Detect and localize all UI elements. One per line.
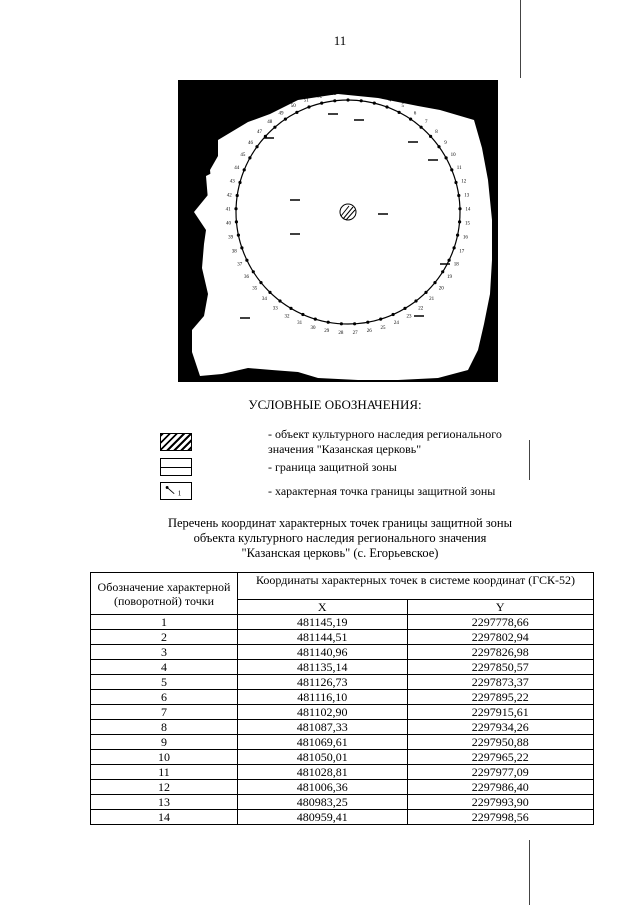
boundary-point-label: 9 (444, 141, 447, 146)
table-row (91, 750, 594, 765)
boundary-point (289, 307, 292, 310)
boundary-point-label: 31 (297, 320, 303, 326)
boundary-point (259, 281, 262, 284)
page-number: 11 (333, 33, 347, 48)
coordinates-table (90, 572, 594, 825)
cell-point: 8 (91, 720, 238, 735)
boundary-point (238, 181, 241, 184)
table-row (91, 795, 594, 810)
cell-y: 2297977,09 (407, 765, 594, 780)
table-row (91, 660, 594, 675)
hatched-square-icon (160, 433, 192, 451)
cell-y: 2297993,90 (407, 795, 594, 810)
boundary-point-label: 2 (360, 91, 364, 97)
boundary-point-label: 8 (435, 130, 438, 135)
boundary-point-label: 27 (352, 330, 358, 336)
boundary-point-label: 3 (374, 94, 378, 100)
cell-point: 1 (91, 615, 238, 630)
header-x: X (238, 600, 408, 615)
boundary-point (353, 322, 356, 325)
boundary-point (327, 321, 330, 324)
boundary-point (379, 318, 382, 321)
cell-y: 2297986,40 (407, 780, 594, 795)
boundary-point-label: 46 (248, 141, 253, 146)
boundary-point-label: 52 (317, 94, 323, 100)
boundary-point (424, 291, 427, 294)
cell-point: 14 (91, 810, 238, 825)
cell-y: 2297950,88 (407, 735, 594, 750)
legend-text-point: - характерная точка границы защитной зоны (268, 484, 496, 498)
cell-y: 2297778,66 (407, 615, 594, 630)
boundary-point-label: 34 (261, 297, 267, 303)
boundary-point (237, 234, 240, 237)
boundary-point (456, 234, 459, 237)
boundary-point-label: 43 (229, 179, 235, 185)
boundary-point-icon-label: 1 (177, 489, 182, 498)
cell-y: 2297802,94 (407, 630, 594, 645)
protection-zone-map (178, 80, 498, 382)
header-y: Y (407, 600, 594, 615)
cell-x: 481140,96 (238, 645, 408, 660)
table-row (91, 720, 594, 735)
boundary-point-label: 1 (346, 91, 350, 96)
boundary-point-label: 50 (290, 104, 296, 110)
boundary-point-label: 18 (453, 262, 459, 268)
boundary-point-label: 16 (462, 235, 468, 241)
cell-x: 481135,14 (238, 660, 408, 675)
scan-margin-line (529, 440, 530, 480)
boundary-point-label: 49 (278, 111, 284, 117)
boundary-point-label: 36 (244, 275, 249, 281)
boundary-point-label: 20 (438, 286, 444, 292)
boundary-point (385, 105, 388, 108)
cell-x: 480959,41 (238, 810, 408, 825)
boundary-point (373, 102, 376, 105)
cell-point: 5 (91, 675, 238, 690)
scan-margin-line (520, 0, 521, 78)
cell-x: 481006,36 (238, 780, 408, 795)
cell-y: 2297934,26 (407, 720, 594, 735)
map-light-area (192, 91, 492, 380)
boundary-point-label: 40 (226, 221, 231, 227)
cell-y: 2297895,22 (407, 690, 594, 705)
boundary-point (307, 105, 310, 108)
boundary-point-label: 7 (425, 120, 428, 126)
boundary-point (278, 299, 281, 302)
boundary-point (243, 168, 246, 171)
cell-point: 3 (91, 645, 238, 660)
cell-y: 2297826,98 (407, 645, 594, 660)
boundary-point (268, 291, 271, 294)
boundary-line-icon (160, 458, 192, 476)
boundary-point (454, 181, 457, 184)
cell-x: 481116,10 (238, 690, 408, 705)
boundary-point-label: 48 (267, 120, 273, 126)
boundary-point-label: 33 (272, 306, 278, 312)
cell-point: 11 (91, 765, 238, 780)
cell-x: 481144,51 (238, 630, 408, 645)
boundary-point (234, 207, 237, 210)
table-row (91, 780, 594, 795)
boundary-point (295, 111, 298, 114)
boundary-point (235, 220, 238, 223)
boundary-point-label: 4 (388, 98, 392, 104)
boundary-point (333, 99, 336, 102)
boundary-point-label: 26 (366, 329, 372, 335)
cell-point: 10 (91, 750, 238, 765)
boundary-point (360, 99, 363, 102)
cell-y: 2297873,37 (407, 675, 594, 690)
boundary-point (450, 168, 453, 171)
cell-y: 2297998,56 (407, 810, 594, 825)
table-row (91, 645, 594, 660)
boundary-point (398, 111, 401, 114)
boundary-point (366, 321, 369, 324)
boundary-point-label: 23 (406, 314, 412, 320)
table-row (91, 690, 594, 705)
boundary-point-label: 5 (401, 104, 405, 110)
church-object (340, 204, 356, 220)
cell-x: 480983,25 (238, 795, 408, 810)
table-row (91, 675, 594, 690)
boundary-point (248, 156, 251, 159)
cell-x: 481126,73 (238, 675, 408, 690)
cell-point: 9 (91, 735, 238, 750)
boundary-point-label: 42 (226, 193, 232, 199)
boundary-point-label: 32 (284, 314, 290, 320)
boundary-point (320, 102, 323, 105)
boundary-point-label: 13 (464, 193, 470, 199)
boundary-point (236, 194, 239, 197)
boundary-point (453, 246, 456, 249)
boundary-point-label: 28 (338, 330, 344, 336)
cell-x: 481087,33 (238, 720, 408, 735)
boundary-point-label: 19 (447, 275, 452, 281)
table-row (91, 705, 594, 720)
table-row (91, 630, 594, 645)
boundary-point-label: 35 (252, 286, 258, 292)
boundary-point-label: 21 (429, 297, 435, 303)
cell-x: 481069,61 (238, 735, 408, 750)
table-row (91, 735, 594, 750)
cell-point: 7 (91, 705, 238, 720)
header-point: Обозначение характерной (поворотной) точки (91, 573, 238, 615)
north-arrow-label: N (491, 104, 496, 110)
cell-point: 6 (91, 690, 238, 705)
boundary-point-label: 22 (418, 306, 424, 312)
cell-point: 2 (91, 630, 238, 645)
boundary-point-label: 44 (234, 165, 240, 171)
coordinates-title-line3: "Казанская церковь" (с. Егорьевское) (241, 546, 439, 560)
cell-y: 2297915,61 (407, 705, 594, 720)
boundary-point (273, 126, 276, 129)
boundary-point-label: 41 (225, 207, 231, 213)
coordinates-table-body (91, 615, 594, 825)
boundary-point-label: 24 (393, 320, 399, 326)
cell-x: 481028,81 (238, 765, 408, 780)
boundary-point-label: 45 (240, 153, 246, 159)
boundary-point-label: 38 (231, 249, 237, 255)
cell-x: 481145,19 (238, 615, 408, 630)
boundary-point-label: 53 (331, 91, 337, 97)
boundary-point (392, 313, 395, 316)
cell-point: 12 (91, 780, 238, 795)
boundary-point-label: 29 (324, 329, 330, 335)
table-row (91, 810, 594, 825)
boundary-point (433, 281, 436, 284)
boundary-point (252, 270, 255, 273)
boundary-point (346, 98, 349, 101)
boundary-point (429, 135, 432, 138)
boundary-point (458, 220, 461, 223)
boundary-point-label: 6 (413, 111, 417, 117)
boundary-point (445, 156, 448, 159)
boundary-point-label: 15 (465, 221, 470, 227)
boundary-point (409, 118, 412, 121)
boundary-point-label: 17 (459, 249, 465, 255)
boundary-point (420, 126, 423, 129)
table-row (91, 765, 594, 780)
boundary-point (437, 145, 440, 148)
cell-y: 2297965,22 (407, 750, 594, 765)
header-system: Координаты характерных точек в системе координат (ГСК-52) (238, 573, 594, 600)
boundary-point (448, 259, 451, 262)
boundary-point (403, 307, 406, 310)
coordinates-title (0, 516, 640, 561)
scan-margin-line (529, 840, 530, 905)
boundary-point (414, 299, 417, 302)
boundary-point-icon (160, 482, 192, 500)
legend-text-boundary: - граница защитной зоны (268, 460, 397, 474)
boundary-point (255, 145, 258, 148)
table-row (91, 615, 594, 630)
boundary-point (457, 194, 460, 197)
boundary-point (314, 318, 317, 321)
boundary-point-label: 39 (228, 235, 234, 241)
legend-title: УСЛОВНЫЕ ОБОЗНАЧЕНИЯ: (248, 397, 422, 412)
boundary-point (301, 313, 304, 316)
legend-text-object-line1: - объект культурного наследия регионального (268, 427, 502, 441)
legend-text-object-line2: значения "Казанская церковь" (268, 442, 422, 456)
boundary-point (245, 259, 248, 262)
cell-point: 13 (91, 795, 238, 810)
boundary-point (458, 207, 461, 210)
cell-point: 4 (91, 660, 238, 675)
boundary-point-label: 47 (257, 130, 262, 135)
boundary-point-label: 14 (465, 207, 471, 213)
boundary-point-label: 51 (303, 98, 309, 104)
coordinates-title-line1: Перечень координат характерных точек границы защитной зоны (167, 516, 513, 530)
coordinates-title-line2: объекта культурного наследия регионального значения (193, 531, 487, 545)
boundary-point (240, 246, 243, 249)
boundary-point-label: 37 (237, 262, 243, 268)
boundary-point-label: 11 (456, 165, 462, 171)
boundary-point-label: 30 (310, 325, 316, 331)
boundary-point (441, 270, 444, 273)
cell-x: 481050,01 (238, 750, 408, 765)
boundary-point-label: 25 (380, 325, 386, 331)
cell-y: 2297850,57 (407, 660, 594, 675)
cell-x: 481102,90 (238, 705, 408, 720)
boundary-point (284, 118, 287, 121)
boundary-point-label: 10 (450, 153, 456, 159)
boundary-point (340, 322, 343, 325)
boundary-point-label: 12 (461, 179, 467, 185)
